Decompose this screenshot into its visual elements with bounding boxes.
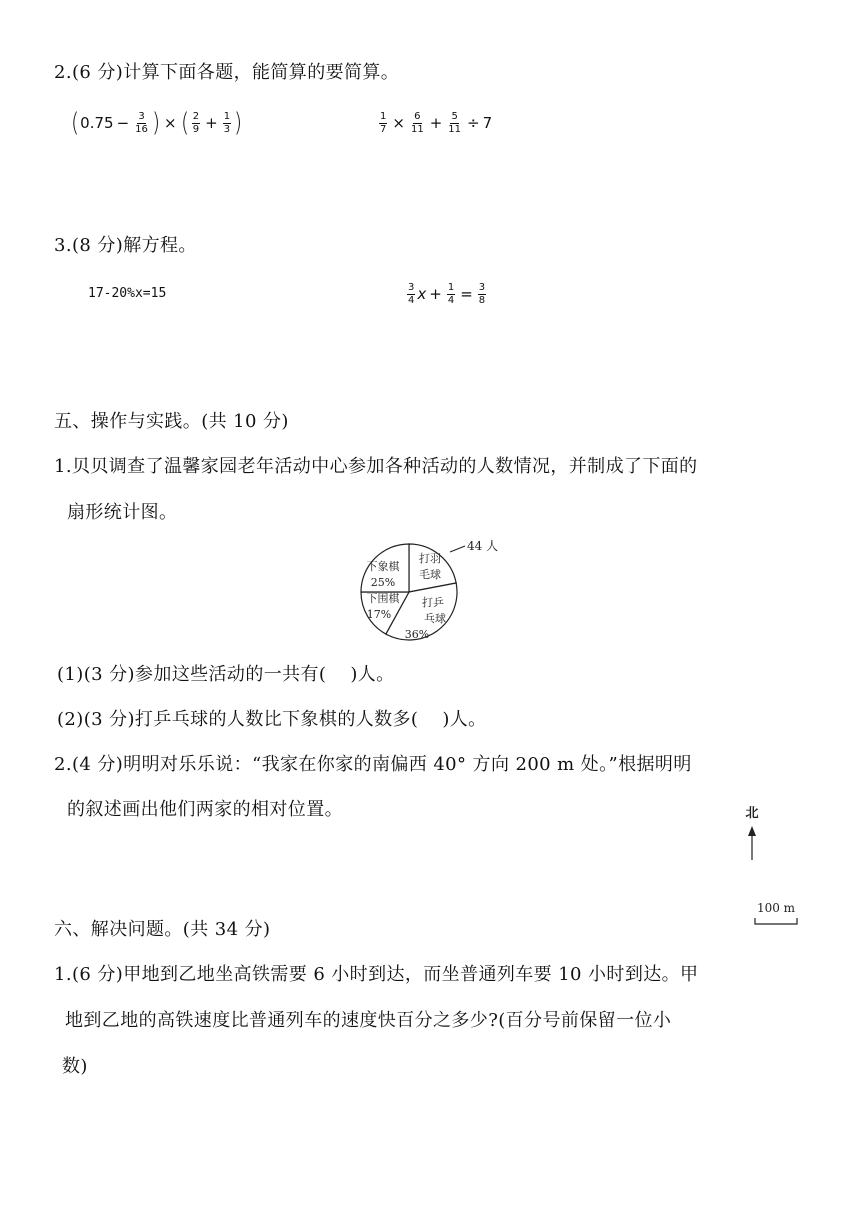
pingpong-label-line1: 打乒 <box>422 596 444 609</box>
expr1-decimal: 0.75 <box>80 113 114 132</box>
section6-q1-line1: 1.(6 分)甲地到乙地坐高铁需要 6 小时到达，而坐普通列车要 10 小时到达。甲 <box>54 964 699 985</box>
eq2-variable: x <box>417 284 427 303</box>
section5-q1-line1: 1.贝贝调查了温馨家园老年活动中心参加各种活动的人数情况，并制成了下面的 <box>54 456 698 477</box>
expr1-fraction-3: $\frac{1}{3}$ <box>223 110 231 135</box>
expr2-plus: + <box>429 113 443 132</box>
scale-bar <box>755 918 797 924</box>
expr2-times: × <box>392 113 405 132</box>
sub2-text-before-blank: (2)(3 分)打乒乓球的人数比下象棋的人数多( <box>57 709 419 730</box>
expr1-minus: − <box>116 113 130 132</box>
eq2-fraction-3: $\frac{3}{8}$ <box>478 281 486 306</box>
pingpong-percent: 36% <box>404 628 430 641</box>
pie-chart <box>355 530 505 654</box>
q2-heading: 2.(6 分)计算下面各题，能简算的要简算。 <box>54 62 400 83</box>
q3-equation-1: 17-20%x=15 <box>88 285 167 301</box>
section5-q1-line2: 扇形统计图。 <box>67 502 178 523</box>
q2-expression-1 <box>70 106 243 140</box>
sub1-text-before-blank: (1)(3 分)参加这些活动的一共有( <box>57 664 327 685</box>
chess-label: 下象棋 <box>366 560 400 573</box>
go-label: 下围棋 <box>366 592 400 605</box>
expr2-integer: 7 <box>482 113 493 132</box>
q3-heading: 3.(8 分)解方程。 <box>54 235 197 256</box>
go-percent: 17% <box>366 608 392 621</box>
section5-q2-line2: 的叙述画出他们两家的相对位置。 <box>67 799 343 820</box>
pingpong-label-line2: 乓球 <box>424 612 446 625</box>
eq2-equals: = <box>460 284 473 303</box>
north-label: 北 <box>745 806 759 821</box>
sub2-text-after-blank: )人。 <box>442 709 487 730</box>
left-paren: ( <box>180 108 189 138</box>
section6-q1-line2: 地到乙地的高铁速度比普通列车的速度快百分之多少?(百分号前保留一位小 <box>65 1010 672 1031</box>
chess-percent: 25% <box>370 576 396 589</box>
q2-expression-2 <box>377 107 492 139</box>
section5-sub2 <box>57 711 487 729</box>
expr2-fraction-2: $\frac{6}{11}$ <box>410 110 424 135</box>
expr2-fraction-1: $\frac{1}{7}$ <box>380 110 387 135</box>
section5-sub1 <box>57 666 395 684</box>
annotation-leader-line <box>450 546 465 552</box>
eq2-plus: + <box>429 284 442 303</box>
q3-equation-2 <box>405 278 488 310</box>
compass-and-scale <box>738 800 810 930</box>
eq2-fraction-1: $\frac{3}{4}$ <box>408 281 415 306</box>
left-paren: ( <box>71 108 80 138</box>
right-paren: ) <box>151 108 161 138</box>
expr1-fraction-1: $\frac{3}{16}$ <box>135 110 148 135</box>
badminton-label-line2: 毛球 <box>419 568 441 581</box>
section5-title: 五、操作与实践。(共 10 分) <box>54 411 289 432</box>
north-arrow-icon <box>748 826 756 836</box>
expr2-fraction-3: $\frac{5}{11}$ <box>448 110 461 135</box>
section6-title: 六、解决问题。(共 34 分) <box>54 919 271 940</box>
section6-q1-line3: 数) <box>62 1056 88 1077</box>
expr1-times: × <box>164 113 177 132</box>
sub1-text-after-blank: )人。 <box>350 664 395 685</box>
eq2-fraction-2: $\frac{1}{4}$ <box>447 281 455 306</box>
expr1-plus: + <box>205 113 218 132</box>
badminton-count-label: 44 人 <box>467 539 499 553</box>
expr2-divide: ÷ <box>467 113 480 132</box>
section5-q2-line1: 2.(4 分)明明对乐乐说：“我家在你家的南偏西 40° 方向 200 m 处。”根据明明 <box>54 754 692 775</box>
badminton-label-line1: 打羽 <box>419 552 441 565</box>
expr1-fraction-2: $\frac{2}{9}$ <box>192 110 200 135</box>
scale-label: 100 m <box>756 901 796 915</box>
right-paren: ) <box>234 108 243 138</box>
